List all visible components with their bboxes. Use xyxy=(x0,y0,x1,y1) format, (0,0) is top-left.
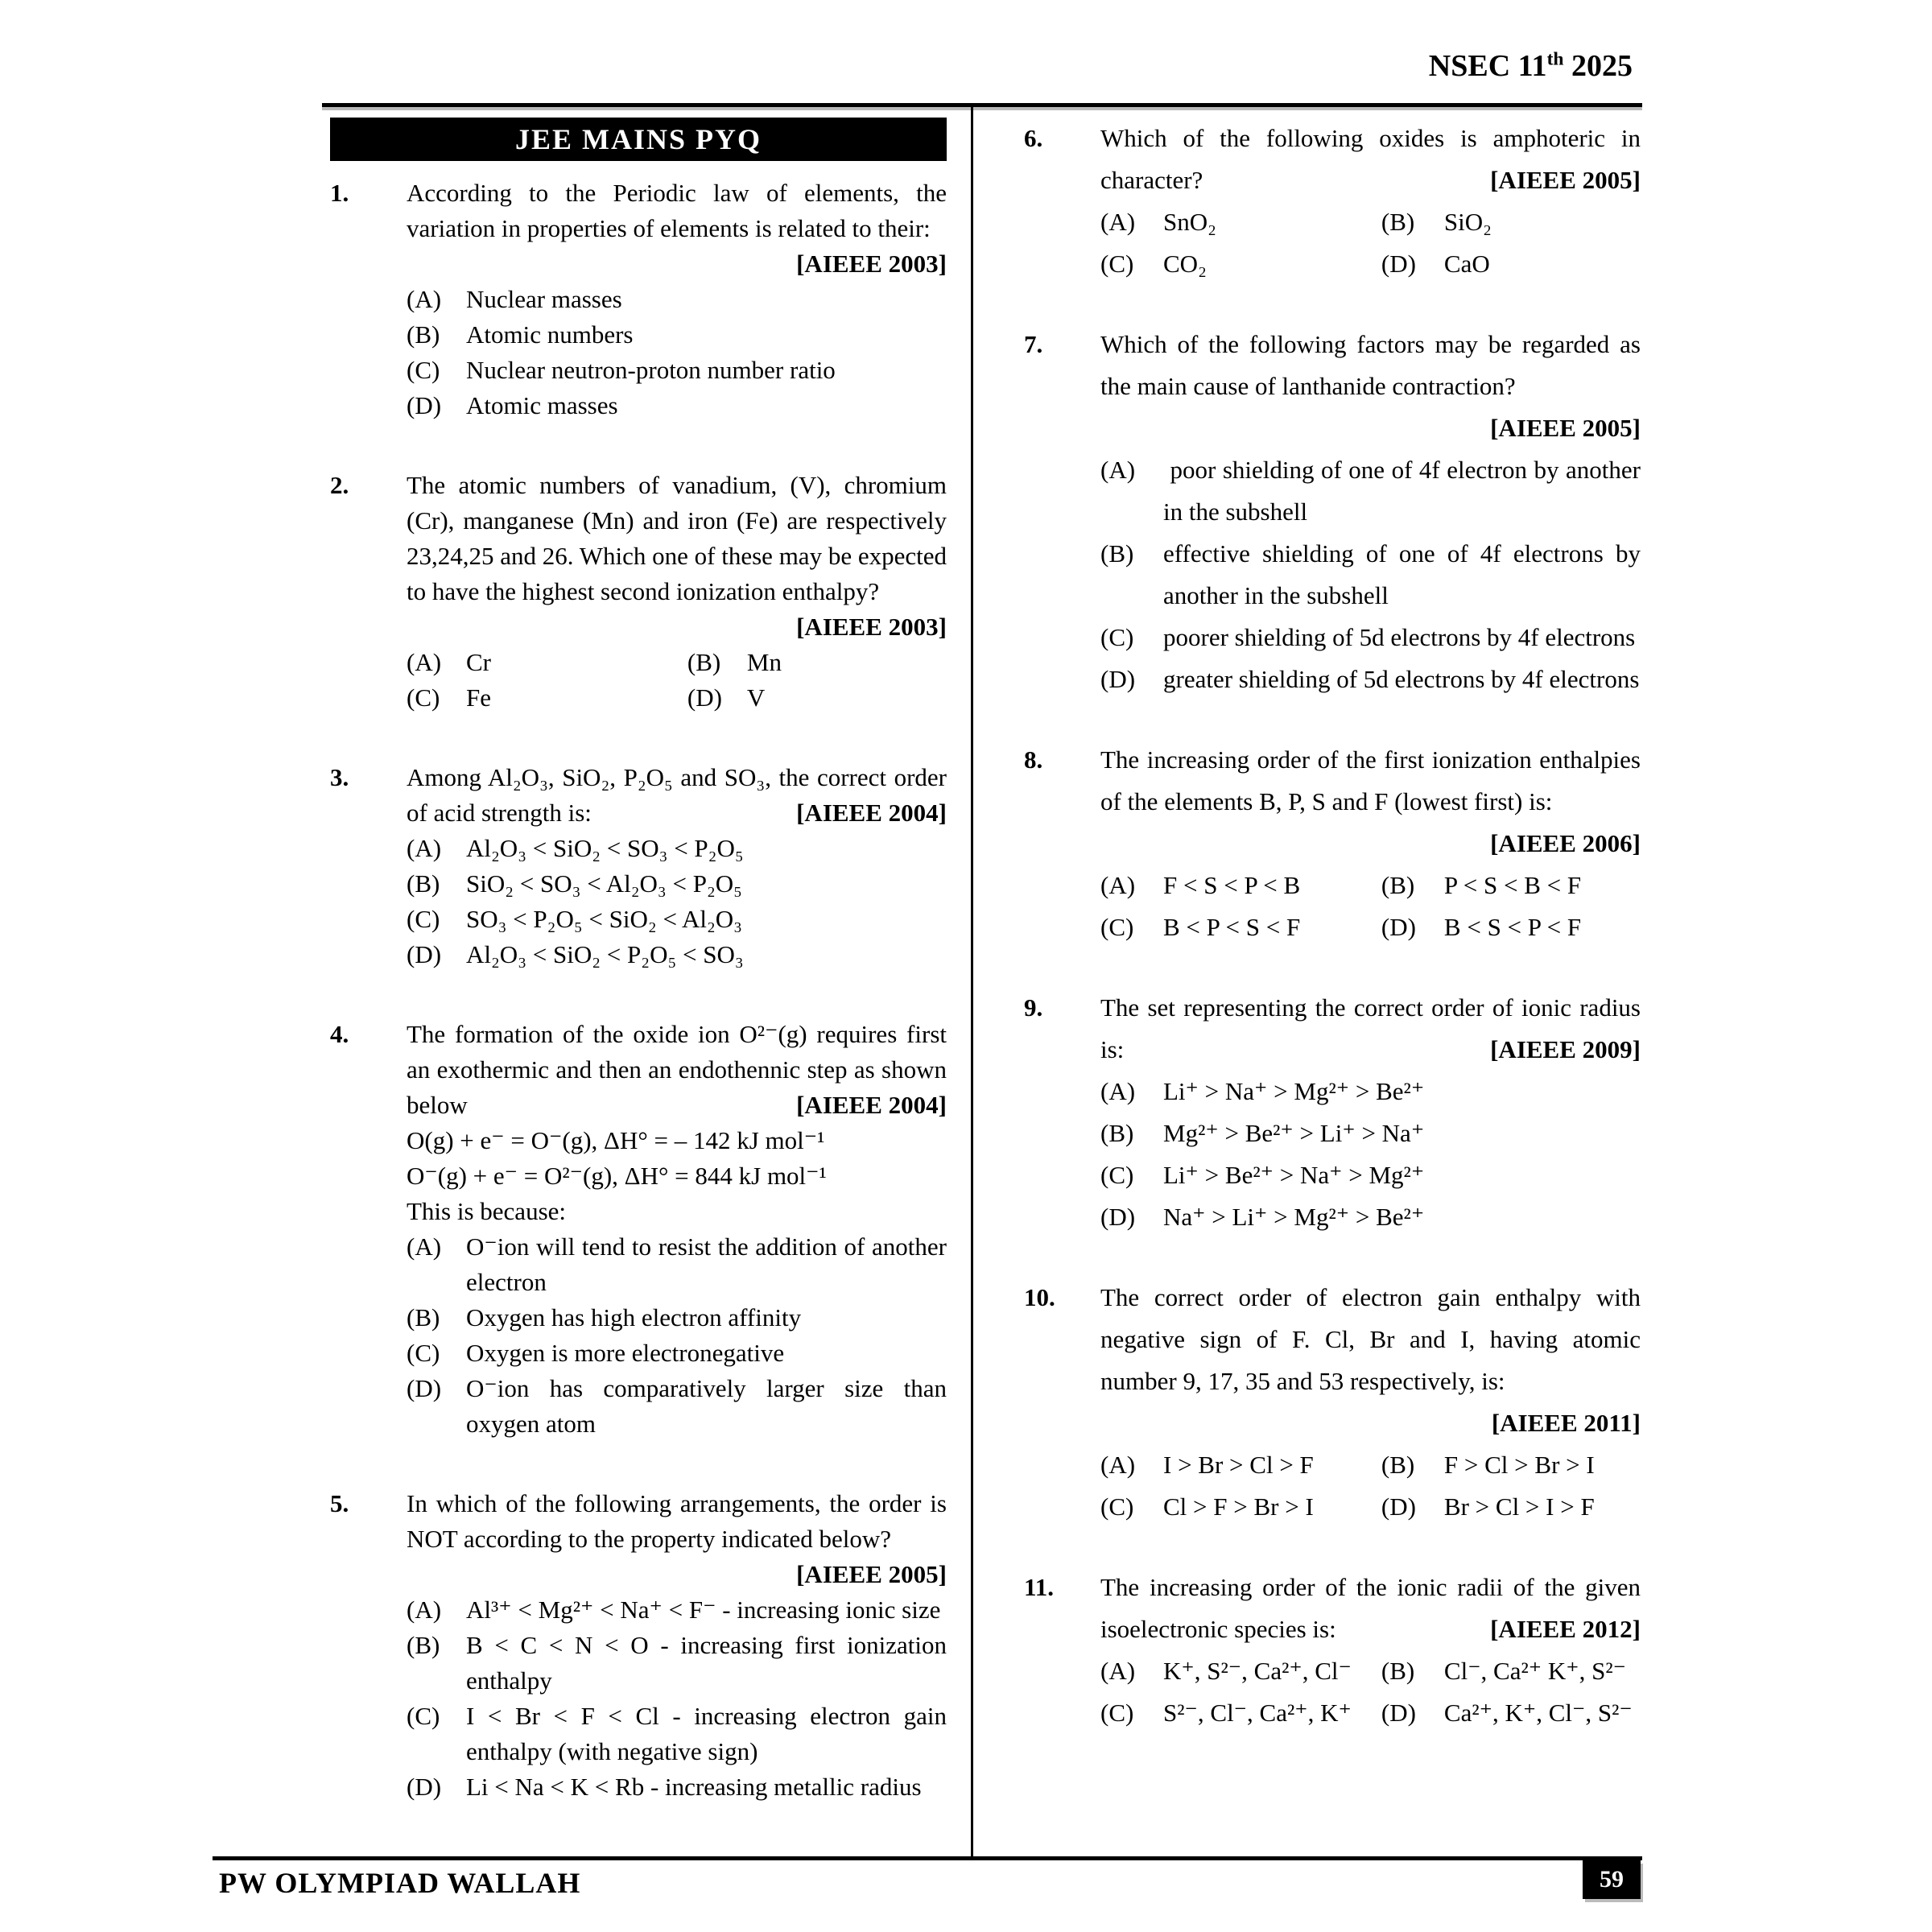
option-text: F < S < P < B xyxy=(1163,871,1301,899)
stem-text: According to the Periodic law of elements, the variation in properties of elements is related to their: xyxy=(407,179,947,242)
question-body xyxy=(1100,324,1641,700)
question-number: 6. xyxy=(1024,124,1043,152)
option-a xyxy=(407,1592,947,1628)
option-letter: (B) xyxy=(407,320,440,349)
option-letter: (A) xyxy=(1100,1451,1136,1479)
header-rule xyxy=(322,103,1642,107)
option-letter: (D) xyxy=(1100,665,1136,693)
option-d xyxy=(1381,906,1641,948)
option-letter: (B) xyxy=(1381,1657,1415,1685)
option-c xyxy=(1100,1486,1381,1528)
question-stem xyxy=(407,468,947,645)
option-text: K⁺, S²⁻, Ca²⁺, Cl⁻ xyxy=(1163,1657,1352,1685)
option-b xyxy=(1381,865,1641,906)
option-text: poorer shielding of 5d electrons by 4f electrons xyxy=(1163,623,1636,651)
option-letter: (C) xyxy=(407,1702,440,1730)
option-letter: (D) xyxy=(687,683,722,712)
option-text: Cl⁻, Ca²⁺ K⁺, S²⁻ xyxy=(1443,1657,1627,1685)
option-text: B < P < S < F xyxy=(1163,913,1301,941)
option-a xyxy=(1100,1650,1381,1692)
options xyxy=(1100,1071,1641,1238)
option-letter: (C) xyxy=(407,905,440,933)
option-letter: (A) xyxy=(407,1596,442,1624)
option-text: CaO xyxy=(1443,250,1490,278)
option-b xyxy=(407,1300,947,1335)
stem-text: In which of the following arrangements, the order is NOT according to the property indicated below? xyxy=(407,1489,947,1553)
option-text: Al³⁺ < Mg²⁺ < Na⁺ < F⁻ - increasing ionic size xyxy=(466,1596,941,1624)
option-text: Li⁺ > Na⁺ > Mg²⁺ > Be²⁺ xyxy=(1163,1077,1425,1105)
option-text: poor shielding of one of 4f electron by another in the subshell xyxy=(1163,456,1641,526)
option-text: Cl > F > Br > I xyxy=(1163,1492,1314,1521)
header-title-suffix: 2025 xyxy=(1563,49,1633,83)
option-a xyxy=(407,282,947,317)
stem-text: The set representing the correct order of ionic radius is: xyxy=(1100,993,1641,1063)
question-number: 3. xyxy=(330,763,349,791)
option-text: F > Cl > Br > I xyxy=(1443,1451,1595,1479)
source-tag: [AIEEE 2011] xyxy=(1491,1409,1641,1437)
option-d xyxy=(1381,1692,1641,1734)
option-text: I > Br > Cl > F xyxy=(1163,1451,1314,1479)
option-b xyxy=(1100,533,1641,617)
option-text: Nuclear masses xyxy=(466,285,622,313)
question-body xyxy=(407,760,947,972)
option-text: Atomic numbers xyxy=(466,320,634,349)
source-tag: [AIEEE 2005] xyxy=(1490,166,1641,194)
page-number-badge: 59 xyxy=(1583,1860,1641,1899)
stem-text: The correct order of electron gain enthalpy with negative sign of F. Cl, Br and I, having atomic number 9, 17, 35 and 53 respectively, is: xyxy=(1100,1283,1641,1395)
option-a xyxy=(407,645,687,680)
option-d xyxy=(407,388,947,423)
option-letter: (A) xyxy=(1100,456,1136,484)
option-letter: (A) xyxy=(1100,1077,1136,1105)
option-b xyxy=(407,1628,947,1699)
page-header-title xyxy=(1429,48,1633,84)
option-b xyxy=(1381,201,1641,243)
question-1 xyxy=(330,175,947,423)
option-text: Oxygen is more electronegative xyxy=(466,1339,785,1367)
option-b xyxy=(1100,1113,1641,1154)
option-letter: (D) xyxy=(1381,1699,1416,1727)
question-4 xyxy=(330,1017,947,1442)
option-text: CO₂ xyxy=(1163,250,1207,278)
option-b xyxy=(407,866,947,902)
source-tag: [AIEEE 2006] xyxy=(1490,829,1641,857)
option-c xyxy=(407,1335,947,1371)
option-text: SnO₂ xyxy=(1163,208,1216,236)
question-2 xyxy=(330,468,947,716)
option-text: P < S < B < F xyxy=(1443,871,1582,899)
option-letter: (C) xyxy=(1100,623,1134,651)
option-letter: (B) xyxy=(1100,539,1134,568)
question-number: 11. xyxy=(1024,1573,1055,1601)
options xyxy=(1100,201,1641,285)
question-body xyxy=(1100,1567,1641,1734)
option-text: Cr xyxy=(466,648,491,676)
option-c xyxy=(1100,617,1641,658)
option-text: effective shielding of one of 4f electrons by another in the subshell xyxy=(1163,539,1641,609)
option-d xyxy=(407,1371,947,1442)
option-d xyxy=(1100,658,1641,700)
option-text: O⁻ion will tend to resist the addition of another electron xyxy=(466,1232,947,1296)
option-a xyxy=(407,831,947,866)
question-body xyxy=(1100,118,1641,285)
question-stem xyxy=(407,1486,947,1592)
option-letter: (C) xyxy=(1100,1492,1134,1521)
question-stem xyxy=(407,175,947,282)
stem-text: The formation of the oxide ion O²⁻(g) requires first an exothermic and then an endothennic step as shown below xyxy=(407,1020,947,1119)
question-number: 5. xyxy=(330,1489,349,1517)
options xyxy=(1100,865,1641,948)
question-number: 4. xyxy=(330,1020,349,1048)
question-body xyxy=(407,1486,947,1805)
option-d xyxy=(407,937,947,972)
option-letter: (D) xyxy=(1381,913,1416,941)
question-stem xyxy=(1100,739,1641,865)
stem-text: Among Al₂O₃, SiO₂, P₂O₅ and SO₃, the correct order of acid strength is: xyxy=(407,763,947,827)
question-3 xyxy=(330,760,947,972)
option-b xyxy=(687,645,947,680)
option-b xyxy=(407,317,947,353)
question-6 xyxy=(1024,118,1641,285)
option-letter: (A) xyxy=(1100,208,1136,236)
option-text: Na⁺ > Li⁺ > Mg²⁺ > Be²⁺ xyxy=(1163,1203,1425,1231)
question-8 xyxy=(1024,739,1641,948)
stem-text: The atomic numbers of vanadium, (V), chromium (Cr), manganese (Mn) and iron (Fe) are respectively 23,24,25 and 26. Which one of these may be expected to have the highest second ionization enthalpy? xyxy=(407,471,947,605)
option-letter: (D) xyxy=(407,1773,442,1801)
option-c xyxy=(1100,1692,1381,1734)
option-text: SiO₂ < SO₃ < Al₂O₃ < P₂O₅ xyxy=(466,869,742,898)
question-number: 1. xyxy=(330,179,349,207)
option-c xyxy=(407,902,947,937)
question-body xyxy=(1100,1277,1641,1528)
option-letter: (B) xyxy=(407,1631,440,1659)
option-c xyxy=(1100,243,1381,285)
option-letter: (B) xyxy=(1381,871,1415,899)
option-letter: (C) xyxy=(1100,250,1134,278)
question-9 xyxy=(1024,987,1641,1238)
question-stem xyxy=(1100,118,1641,201)
options xyxy=(407,831,947,972)
source-tag: [AIEEE 2004] xyxy=(796,799,947,827)
options xyxy=(407,1229,947,1442)
options xyxy=(1100,1444,1641,1528)
question-number: 7. xyxy=(1024,330,1043,358)
options xyxy=(407,645,947,716)
question-7 xyxy=(1024,324,1641,700)
option-letter: (A) xyxy=(407,285,442,313)
because-line: This is because: xyxy=(407,1197,567,1225)
option-a xyxy=(1100,1071,1641,1113)
option-text: Ca²⁺, K⁺, Cl⁻, S²⁻ xyxy=(1443,1699,1633,1727)
option-letter: (C) xyxy=(1100,913,1134,941)
option-text: SiO₂ xyxy=(1443,208,1492,236)
option-d xyxy=(1100,1196,1641,1238)
option-d xyxy=(1381,1486,1641,1528)
option-letter: (A) xyxy=(407,834,442,862)
source-tag: [AIEEE 2005] xyxy=(796,1560,947,1588)
option-letter: (D) xyxy=(1381,250,1416,278)
option-letter: (D) xyxy=(407,940,442,968)
option-text: Al₂O₃ < SiO₂ < SO₃ < P₂O₅ xyxy=(466,834,744,862)
question-body xyxy=(1100,739,1641,948)
option-text: Atomic masses xyxy=(466,391,618,419)
question-stem xyxy=(407,760,947,831)
option-a xyxy=(407,1229,947,1300)
option-a xyxy=(1100,1444,1381,1486)
question-stem xyxy=(1100,1567,1641,1650)
option-text: V xyxy=(746,683,766,712)
header-title-prefix: NSEC 11 xyxy=(1428,49,1547,83)
option-letter: (C) xyxy=(407,1339,440,1367)
option-a xyxy=(1100,201,1381,243)
option-c xyxy=(407,1699,947,1769)
stem-text: The increasing order of the ionic radii of the given isoelectronic species is: xyxy=(1100,1573,1641,1643)
stem-text: Which of the following oxides is amphoteric in character? xyxy=(1100,124,1641,194)
option-letter: (B) xyxy=(1381,208,1415,236)
option-letter: (A) xyxy=(1100,871,1136,899)
option-c xyxy=(407,680,687,716)
option-letter: (D) xyxy=(1100,1203,1136,1231)
question-body xyxy=(407,175,947,423)
option-text: Mn xyxy=(746,648,782,676)
options xyxy=(1100,1650,1641,1734)
source-tag: [AIEEE 2003] xyxy=(796,613,947,641)
question-11 xyxy=(1024,1567,1641,1734)
option-text: B < C < N < O - increasing first ionization enthalpy xyxy=(466,1631,947,1695)
source-tag: [AIEEE 2009] xyxy=(1490,1035,1641,1063)
option-c xyxy=(1100,1154,1641,1196)
question-body xyxy=(407,1017,947,1442)
option-text: Li < Na < K < Rb - increasing metallic radius xyxy=(466,1773,922,1801)
option-a xyxy=(1100,449,1641,533)
option-letter: (D) xyxy=(1381,1492,1416,1521)
option-letter: (B) xyxy=(407,1303,440,1331)
source-tag: [AIEEE 2003] xyxy=(796,250,947,278)
option-text: Nuclear neutron-proton number ratio xyxy=(466,356,836,384)
option-letter: (B) xyxy=(1100,1119,1134,1147)
option-text: SO₃ < P₂O₅ < SiO₂ < Al₂O₃ xyxy=(466,905,742,933)
option-b xyxy=(1381,1650,1641,1692)
option-text: O⁻ion has comparatively larger size than oxygen atom xyxy=(466,1374,947,1438)
right-column xyxy=(1024,118,1641,1773)
option-d xyxy=(1381,243,1641,285)
option-d xyxy=(687,680,947,716)
option-letter: (C) xyxy=(1100,1161,1134,1189)
options xyxy=(407,1592,947,1805)
options xyxy=(407,282,947,423)
question-body xyxy=(407,468,947,716)
option-letter: (A) xyxy=(1100,1657,1136,1685)
options xyxy=(1100,449,1641,700)
question-stem xyxy=(407,1017,947,1123)
equation-line-2: O⁻(g) + e⁻ = O²⁻(g), ΔH° = 844 kJ mol⁻¹ xyxy=(407,1162,827,1190)
source-tag: [AIEEE 2004] xyxy=(796,1091,947,1119)
stem-text: Which of the following factors may be regarded as the main cause of lanthanide contraction? xyxy=(1100,330,1641,400)
question-number: 10. xyxy=(1024,1283,1055,1311)
option-letter: (B) xyxy=(687,648,721,676)
option-text: Mg²⁺ > Be²⁺ > Li⁺ > Na⁺ xyxy=(1163,1119,1425,1147)
option-text: Al₂O₃ < SiO₂ < P₂O₅ < SO₃ xyxy=(466,940,744,968)
stem-text: The increasing order of the first ionization enthalpies of the elements B, P, S and F (lowest first) is: xyxy=(1100,745,1641,815)
option-letter: (D) xyxy=(407,1374,442,1402)
option-text: I < Br < F < Cl - increasing electron gain enthalpy (with negative sign) xyxy=(466,1702,947,1765)
source-tag: [AIEEE 2005] xyxy=(1490,414,1641,442)
option-c xyxy=(407,353,947,388)
option-text: Oxygen has high electron affinity xyxy=(466,1303,802,1331)
option-letter: (B) xyxy=(1381,1451,1415,1479)
column-divider xyxy=(971,107,973,1856)
option-letter: (C) xyxy=(1100,1699,1134,1727)
option-text: Br > Cl > I > F xyxy=(1443,1492,1595,1521)
option-b xyxy=(1381,1444,1641,1486)
question-5 xyxy=(330,1486,947,1805)
footer-brand: PW OLYMPIAD WALLAH xyxy=(219,1867,581,1899)
question-stem xyxy=(1100,1277,1641,1402)
question-stem xyxy=(1100,987,1641,1071)
option-letter: (A) xyxy=(407,648,442,676)
question-stem xyxy=(1100,324,1641,407)
question-10 xyxy=(1024,1277,1641,1528)
question-number: 9. xyxy=(1024,993,1043,1022)
left-column xyxy=(330,118,947,1849)
option-letter: (C) xyxy=(407,683,440,712)
header-title-superscript: th xyxy=(1546,48,1564,70)
option-d xyxy=(407,1769,947,1805)
option-letter: (A) xyxy=(407,1232,442,1261)
option-text: Li⁺ > Be²⁺ > Na⁺ > Mg²⁺ xyxy=(1163,1161,1425,1189)
option-c xyxy=(1100,906,1381,948)
question-number: 8. xyxy=(1024,745,1043,774)
option-text: greater shielding of 5d electrons by 4f electrons xyxy=(1163,665,1640,693)
option-text: B < S < P < F xyxy=(1443,913,1582,941)
option-text: S²⁻, Cl⁻, Ca²⁺, K⁺ xyxy=(1163,1699,1352,1727)
option-a xyxy=(1100,865,1381,906)
option-letter: (C) xyxy=(407,356,440,384)
option-letter: (B) xyxy=(407,869,440,898)
footer-rule xyxy=(213,1856,1642,1860)
jee-mains-pyq-banner: JEE MAINS PYQ xyxy=(330,118,947,161)
question-number: 2. xyxy=(330,471,349,499)
equation-line-1: O(g) + e⁻ = O⁻(g), ΔH° = – 142 kJ mol⁻¹ xyxy=(407,1126,825,1154)
option-text: Fe xyxy=(466,683,491,712)
option-letter: (D) xyxy=(407,391,442,419)
question-body xyxy=(1100,987,1641,1238)
source-tag: [AIEEE 2012] xyxy=(1490,1615,1641,1643)
